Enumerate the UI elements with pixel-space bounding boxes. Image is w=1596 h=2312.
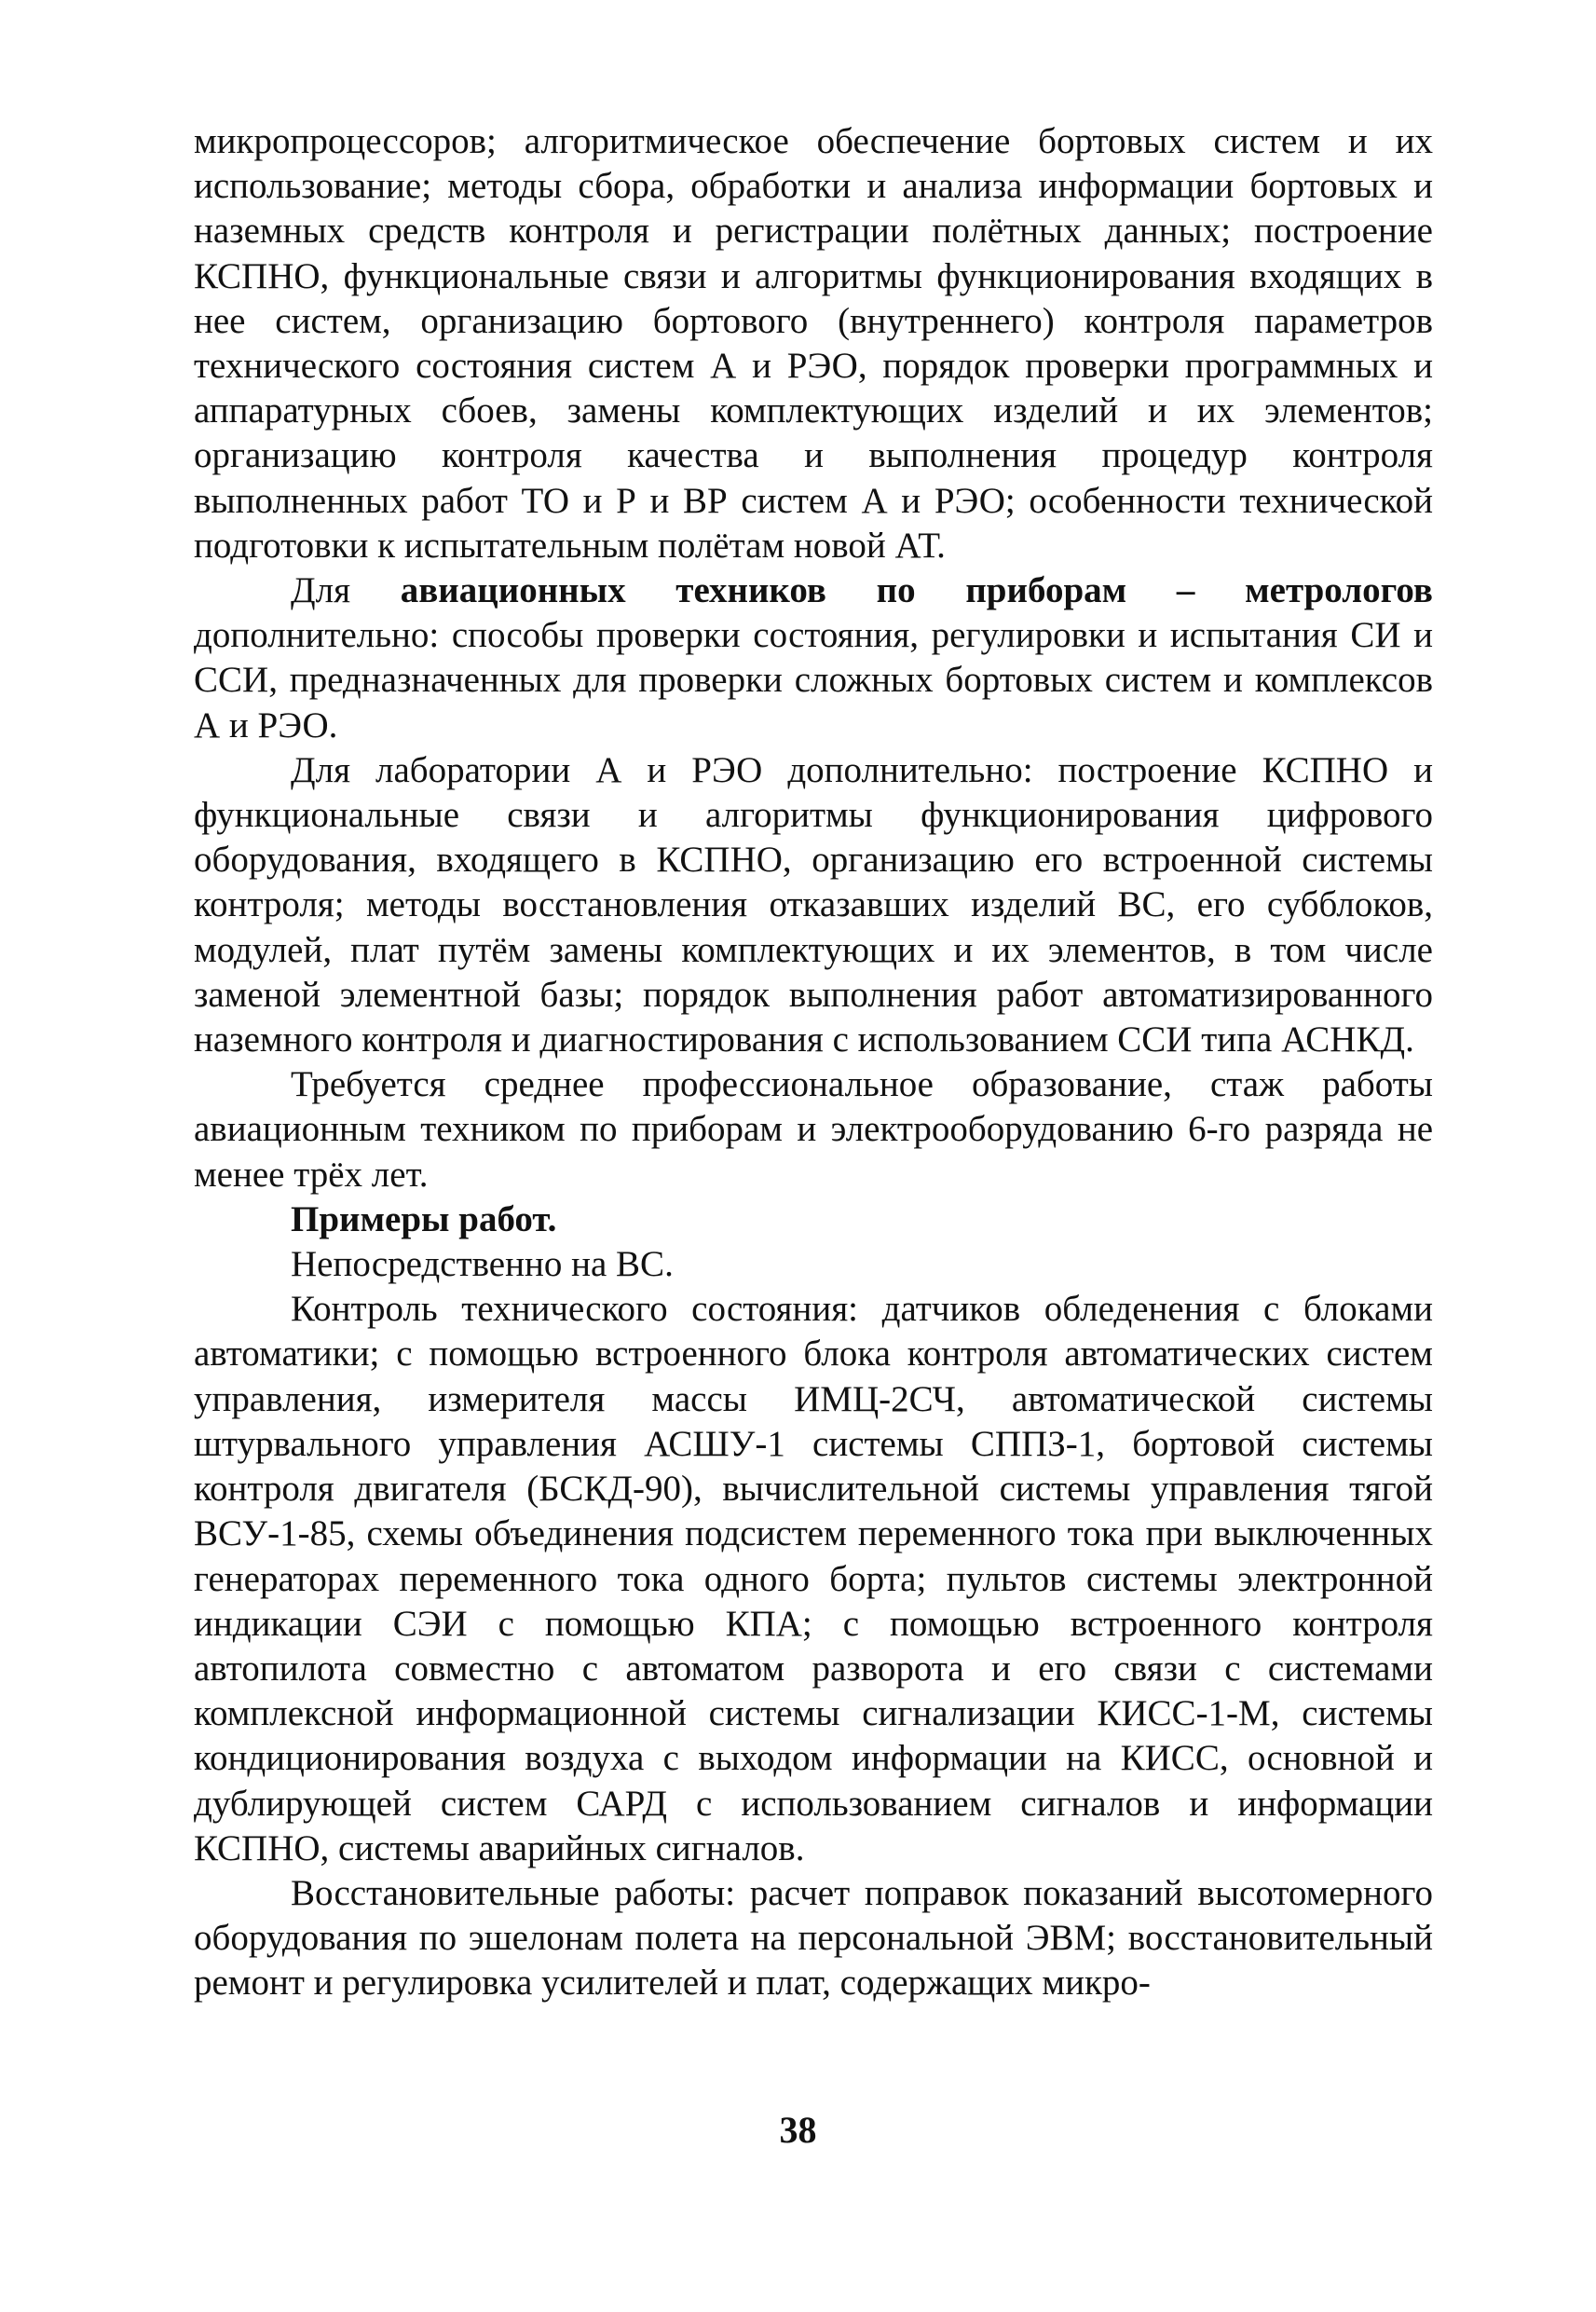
page-number: 38 [779, 2109, 817, 2151]
paragraph-metrologists [194, 568, 1433, 748]
paragraph-requirements: Требуется среднее профессиональное образование, стаж работы авиационным техником по приборам и электрооборудованию 6-го разряда не менее трёх лет. [194, 1064, 1433, 1195]
bold-term: авиационных техников по приборам – метрологов [400, 570, 1433, 611]
section-heading: Примеры работ. [291, 1198, 557, 1239]
paragraph-lead: Для [291, 570, 401, 611]
paragraph-laboratory: Для лаборатории А и РЭО дополнительно: построение КСПНО и функциональные связи и алгоритмы функционирования цифрового оборудования, входящего в КСПНО, организацию его встроенной системы контроля; методы восстановления отказавших изделий ВС, его субблоков, модулей, плат путём замены комплектующих и их элементов, в том числе заменой элементной базы; порядок выполнения работ автоматизированного наземного контроля и диагностирования с использованием ССИ типа АСНКД. [194, 749, 1433, 1060]
page-body [194, 119, 1433, 2006]
paragraph-restoration: Восстановительные работы: расчет поправок показаний высотомерного оборудования по эшелонам полета на персональной ЭВМ; восстановительный ремонт и регулировка усилителей и плат, содержащих микро- [194, 1872, 1433, 2004]
subheading-line: Непосредственно на ВС. [291, 1244, 674, 1285]
paragraph-technical-control: Контроль технического состояния: датчиков обледенения с блоками автоматики; с помощью встроенного блока контроля автоматических систем управления, измерителя массы ИМЦ-2СЧ, автоматической системы штурвального управления АСШУ-1 системы СППЗ-1, бортовой системы контроля двигателя (БСКД-90), вычислительной системы управления тягой ВСУ-1-85, схемы объединения подсистем переменного тока при выключенных генераторах переменного тока одного борта; пультов системы электронной индикации СЭИ с помощью КПА; с помощью встроенного контроля автопилота совместно с автоматом разворота и его связи с системами комплексной информационной системы сигнализации КИСС-1-М, системы кондиционирования воздуха с выходом информации на КИСС, основной и дублирующей систем САРД с использованием сигналов и информации КСПНО, системы аварийных сигналов. [194, 1289, 1433, 1868]
paragraph-rest: дополнительно: способы проверки состояния, регулировки и испытания СИ и ССИ, предназначенных для проверки сложных бортовых систем и комплексов А и РЭО. [194, 615, 1433, 746]
paragraph-continuation: микропроцессоров; алгоритмическое обеспечение бортовых систем и их использование; методы сбора, обработки и анализа информации бортовых и наземных средств контроля и регистрации полётных данных; построение КСПНО, функциональные связи и алгоритмы функционирования входящих в нее систем, организацию бортового (внутреннего) контроля параметров технического состояния систем А и РЭО, порядок проверки программных и аппаратурных сбоев, замены комплектующих изделий и их элементов; организацию контроля качества и выполнения процедур контроля выполненных работ ТО и Р и ВР систем А и РЭО; особенности технической подготовки к испытательным полётам новой АТ. [194, 121, 1433, 566]
